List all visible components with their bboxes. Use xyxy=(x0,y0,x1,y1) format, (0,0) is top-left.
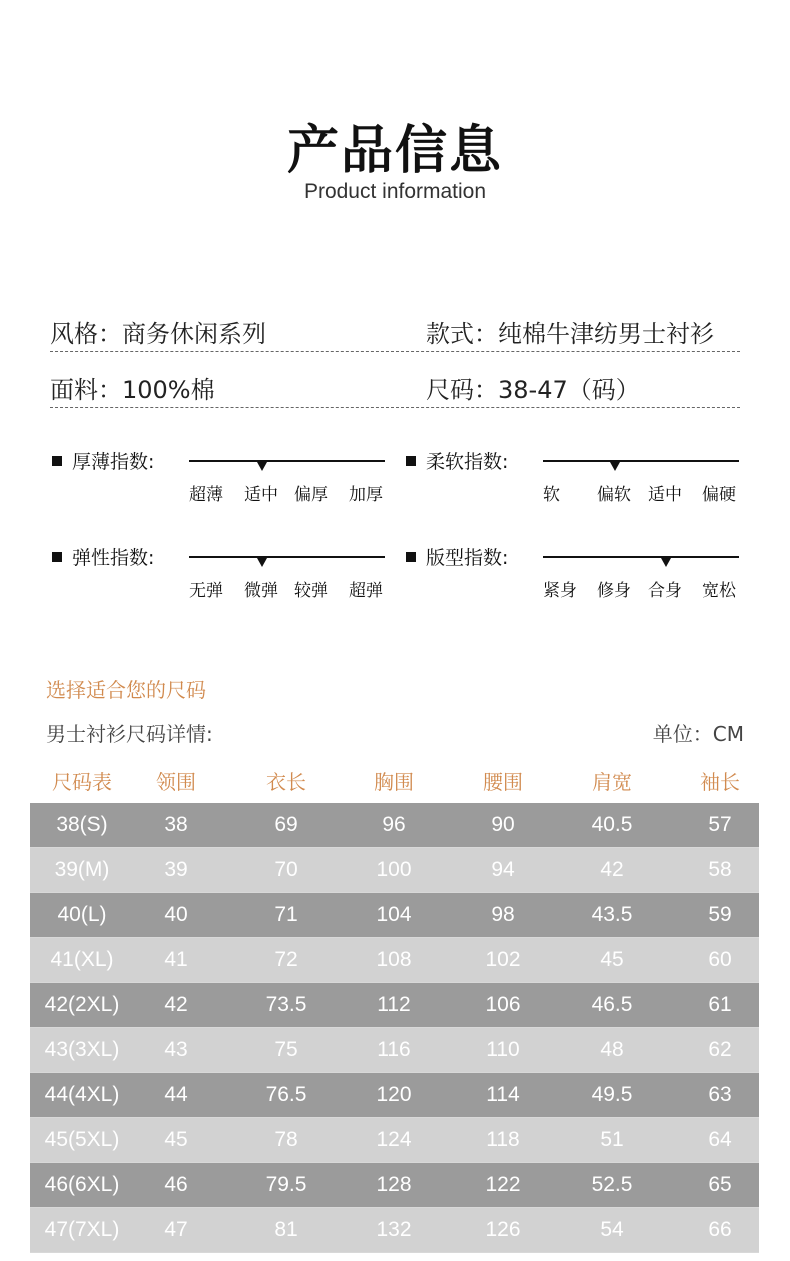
index-option: 偏软 xyxy=(597,485,631,505)
table-cell: 110 xyxy=(486,1038,520,1061)
column-header: 袖长 xyxy=(700,770,740,794)
info-fabric: 面料：100%棉 xyxy=(50,376,215,404)
table-row xyxy=(30,1073,759,1118)
table-cell: 40.5 xyxy=(591,813,633,836)
index-label: 厚薄指数: xyxy=(72,451,155,473)
table-cell: 132 xyxy=(376,1218,412,1241)
selected-marker-icon xyxy=(257,462,267,471)
table-cell: 66 xyxy=(708,1218,732,1241)
selected-marker-icon xyxy=(661,558,671,567)
index-option: 宽松 xyxy=(702,581,736,601)
table-cell: 102 xyxy=(485,948,521,971)
table-cell: 45(5XL) xyxy=(44,1128,120,1151)
table-cell: 46.5 xyxy=(591,993,633,1016)
table-cell: 122 xyxy=(485,1173,521,1196)
index-scale-line xyxy=(543,556,739,558)
table-cell: 64 xyxy=(708,1128,732,1151)
index-option: 偏硬 xyxy=(702,485,736,505)
column-header: 领围 xyxy=(156,770,196,794)
table-cell: 98 xyxy=(491,903,515,926)
table-cell: 75 xyxy=(274,1038,298,1061)
size-detail-label: 男士衬衫尺码详情: xyxy=(46,722,213,746)
size-section-title: 选择适合您的尺码 xyxy=(46,678,206,702)
table-cell: 104 xyxy=(376,903,412,926)
table-cell: 71 xyxy=(274,903,298,926)
table-cell: 41(XL) xyxy=(50,948,114,971)
table-cell: 44 xyxy=(164,1083,188,1106)
table-cell: 45 xyxy=(600,948,624,971)
column-header: 肩宽 xyxy=(592,770,632,794)
table-cell: 69 xyxy=(274,813,298,836)
table-cell: 118 xyxy=(486,1128,520,1151)
table-cell: 42 xyxy=(600,858,624,881)
info-type: 款式：纯棉牛津纺男士衬衫 xyxy=(426,320,714,348)
bullet-icon xyxy=(406,552,416,562)
table-cell: 72 xyxy=(274,948,298,971)
table-cell: 40(L) xyxy=(57,903,107,926)
index-label: 弹性指数: xyxy=(72,547,155,569)
table-row xyxy=(30,848,759,893)
index-option: 无弹 xyxy=(189,581,223,601)
table-cell: 47(7XL) xyxy=(44,1218,120,1241)
table-cell: 44(4XL) xyxy=(44,1083,120,1106)
index-label: 版型指数: xyxy=(426,547,509,569)
table-cell: 116 xyxy=(377,1038,411,1061)
table-cell: 106 xyxy=(485,993,521,1016)
table-cell: 78 xyxy=(274,1128,298,1151)
index-option: 紧身 xyxy=(543,581,577,601)
index-option: 适中 xyxy=(244,485,278,505)
table-cell: 120 xyxy=(376,1083,412,1106)
index-option: 超弹 xyxy=(349,581,383,601)
table-cell: 54 xyxy=(600,1218,624,1241)
table-cell: 100 xyxy=(376,858,412,881)
index-option: 微弹 xyxy=(244,581,278,601)
table-cell: 51 xyxy=(600,1128,624,1151)
table-row xyxy=(30,893,759,938)
column-header: 衣长 xyxy=(266,770,306,794)
column-header: 腰围 xyxy=(483,770,523,794)
table-cell: 61 xyxy=(708,993,732,1016)
bullet-icon xyxy=(52,552,62,562)
table-cell: 40 xyxy=(164,903,188,926)
table-cell: 48 xyxy=(600,1038,624,1061)
index-option: 加厚 xyxy=(349,485,383,505)
table-cell: 108 xyxy=(376,948,412,971)
table-cell: 112 xyxy=(377,993,411,1016)
table-row xyxy=(30,803,759,848)
table-cell: 43.5 xyxy=(591,903,633,926)
table-cell: 41 xyxy=(164,948,188,971)
table-row xyxy=(30,1028,759,1073)
table-cell: 94 xyxy=(491,858,515,881)
table-header xyxy=(30,766,759,798)
table-cell: 46(6XL) xyxy=(44,1173,120,1196)
index-scale-line xyxy=(543,460,739,462)
index-option: 修身 xyxy=(597,581,631,601)
index-option: 偏厚 xyxy=(294,485,328,505)
table-cell: 43 xyxy=(164,1038,188,1061)
index-label: 柔软指数: xyxy=(426,451,509,473)
column-header: 胸围 xyxy=(374,770,414,794)
bullet-icon xyxy=(52,456,62,466)
page-title: 产品信息 xyxy=(286,121,503,181)
table-cell: 126 xyxy=(485,1218,521,1241)
index-option: 合身 xyxy=(648,581,682,601)
index-option: 超薄 xyxy=(189,485,223,505)
table-cell: 52.5 xyxy=(591,1173,633,1196)
table-cell: 62 xyxy=(708,1038,732,1061)
table-row xyxy=(30,983,759,1028)
table-cell: 43(3XL) xyxy=(44,1038,120,1061)
table-cell: 58 xyxy=(708,858,732,881)
table-cell: 60 xyxy=(708,948,732,971)
table-cell: 59 xyxy=(708,903,732,926)
table-cell: 39(M) xyxy=(54,858,110,881)
index-option: 适中 xyxy=(648,485,682,505)
table-cell: 76.5 xyxy=(265,1083,307,1106)
table-cell: 70 xyxy=(274,858,298,881)
table-cell: 42(2XL) xyxy=(44,993,120,1016)
table-cell: 96 xyxy=(382,813,406,836)
divider xyxy=(50,407,740,408)
index-scale-line xyxy=(189,460,385,462)
table-cell: 46 xyxy=(164,1173,188,1196)
table-cell: 73.5 xyxy=(265,993,307,1016)
table-cell: 63 xyxy=(708,1083,732,1106)
table-cell: 128 xyxy=(376,1173,412,1196)
size-table xyxy=(30,803,759,1253)
table-cell: 124 xyxy=(376,1128,412,1151)
table-row xyxy=(30,1208,759,1253)
table-row xyxy=(30,938,759,983)
table-cell: 38(S) xyxy=(56,813,108,836)
column-header: 尺码表 xyxy=(52,770,112,794)
table-row xyxy=(30,1118,759,1163)
table-cell: 81 xyxy=(274,1218,298,1241)
info-size: 尺码：38-47（码） xyxy=(426,376,640,404)
table-cell: 65 xyxy=(708,1173,732,1196)
table-cell: 114 xyxy=(486,1083,520,1106)
table-cell: 39 xyxy=(164,858,188,881)
table-cell: 79.5 xyxy=(265,1173,307,1196)
bullet-icon xyxy=(406,456,416,466)
page-subtitle: Product information xyxy=(303,180,487,203)
index-scale-line xyxy=(189,556,385,558)
table-row xyxy=(30,1163,759,1208)
table-cell: 49.5 xyxy=(591,1083,633,1106)
table-cell: 47 xyxy=(164,1218,188,1241)
table-cell: 42 xyxy=(164,993,188,1016)
selected-marker-icon xyxy=(610,462,620,471)
table-cell: 57 xyxy=(708,813,732,836)
unit-label: 单位：CM xyxy=(652,722,744,746)
info-style: 风格：商务休闲系列 xyxy=(50,320,266,348)
divider xyxy=(50,351,740,352)
selected-marker-icon xyxy=(257,558,267,567)
table-cell: 45 xyxy=(164,1128,188,1151)
table-cell: 90 xyxy=(491,813,515,836)
index-option: 软 xyxy=(543,485,560,505)
table-cell: 38 xyxy=(164,813,188,836)
index-option: 较弹 xyxy=(294,581,328,601)
